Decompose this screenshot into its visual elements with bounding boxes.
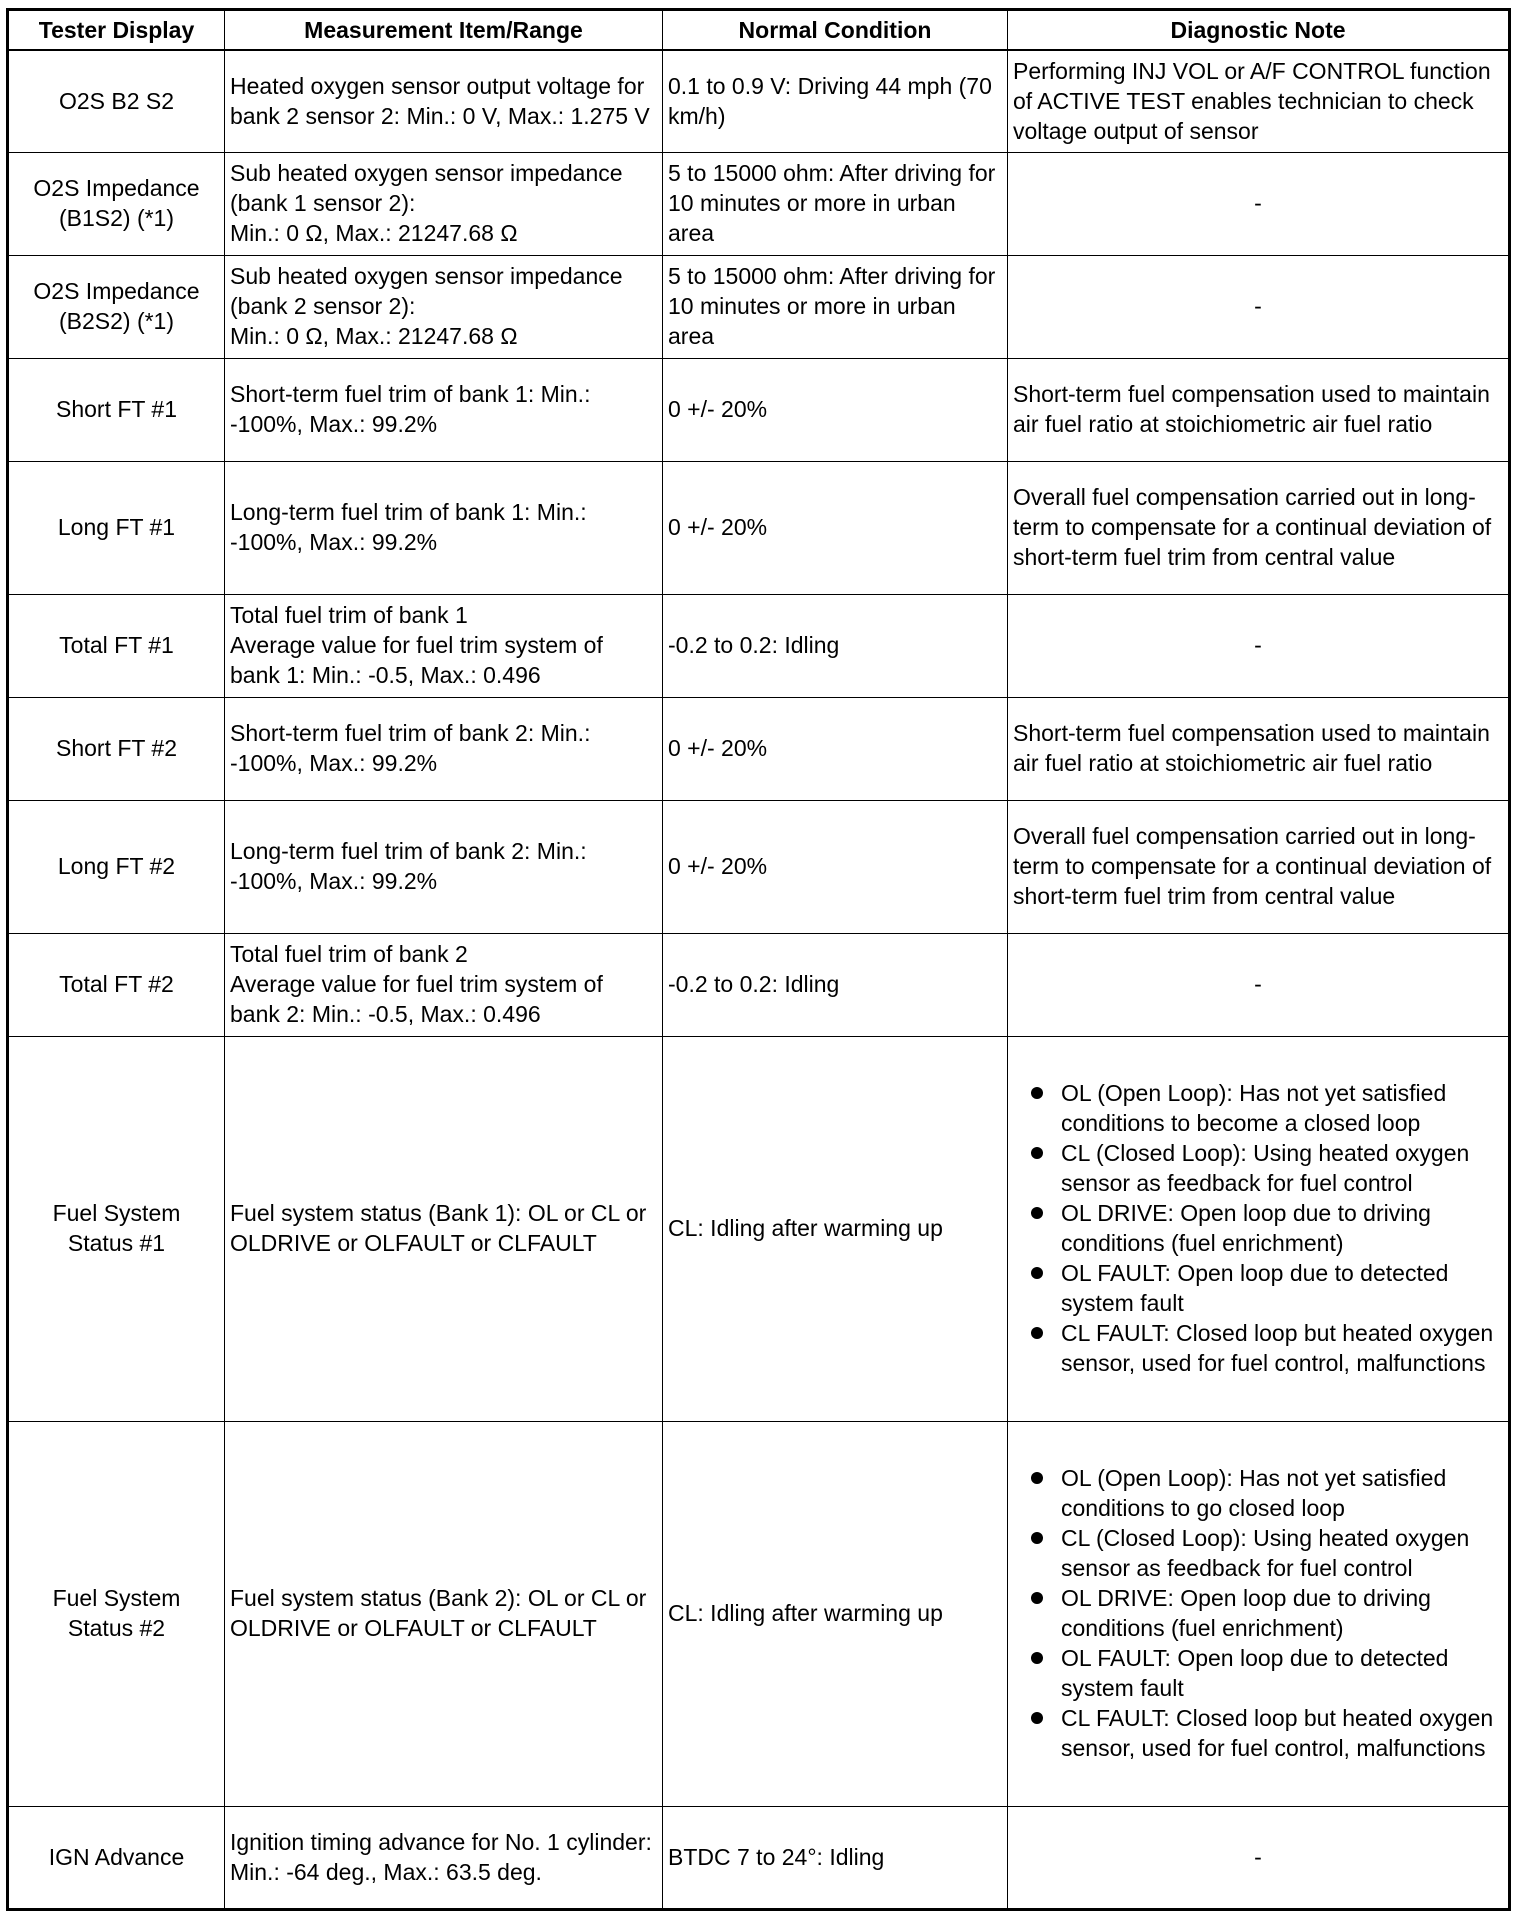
measurement-cell: Ignition timing advance for No. 1 cylinder: Min.: -64 deg., Max.: 63.5 deg.	[225, 1806, 663, 1909]
table-row	[8, 255, 1510, 358]
diagnostic-note-cell: Overall fuel compensation carried out in long-term to compensate for a continual deviation of short-term fuel trim from central value	[1008, 800, 1510, 933]
table-row	[8, 1421, 1510, 1806]
list-item: OL DRIVE: Open loop due to driving conditions (fuel enrichment)	[1013, 1198, 1503, 1258]
tester-display-cell: O2S Impedance (B1S2) (*1)	[8, 152, 225, 255]
table-row	[8, 1036, 1510, 1421]
list-item: OL DRIVE: Open loop due to driving conditions (fuel enrichment)	[1013, 1583, 1503, 1643]
status-bullet-list	[1013, 1463, 1503, 1763]
diagnostic-note-cell	[1008, 1421, 1510, 1806]
tester-display-cell: IGN Advance	[8, 1806, 225, 1909]
list-item: OL FAULT: Open loop due to detected system fault	[1013, 1643, 1503, 1703]
measurement-cell: Sub heated oxygen sensor impedance (bank 2 sensor 2): Min.: 0 Ω, Max.: 21247.68 Ω	[225, 255, 663, 358]
measurement-cell: Sub heated oxygen sensor impedance (bank 1 sensor 2): Min.: 0 Ω, Max.: 21247.68 Ω	[225, 152, 663, 255]
measurement-cell: Total fuel trim of bank 2 Average value for fuel trim system of bank 2: Min.: -0.5, Max.: 0.496	[225, 933, 663, 1036]
list-item: CL FAULT: Closed loop but heated oxygen sensor, used for fuel control, malfunctions	[1013, 1318, 1503, 1378]
table-row	[8, 358, 1510, 461]
normal-condition-cell: 0.1 to 0.9 V: Driving 44 mph (70 km/h)	[663, 50, 1008, 152]
header-normal-condition: Normal Condition	[663, 10, 1008, 51]
normal-condition-cell: 5 to 15000 ohm: After driving for 10 minutes or more in urban area	[663, 255, 1008, 358]
measurement-cell: Fuel system status (Bank 2): OL or CL or OLDRIVE or OLFAULT or CLFAULT	[225, 1421, 663, 1806]
tester-display-cell: O2S Impedance (B2S2) (*1)	[8, 255, 225, 358]
list-item: CL (Closed Loop): Using heated oxygen sensor as feedback for fuel control	[1013, 1138, 1503, 1198]
document-page	[6, 8, 1508, 1911]
header-diagnostic-note: Diagnostic Note	[1008, 10, 1510, 51]
header-measurement-item: Measurement Item/Range	[225, 10, 663, 51]
list-item: CL (Closed Loop): Using heated oxygen sensor as feedback for fuel control	[1013, 1523, 1503, 1583]
normal-condition-cell: 0 +/- 20%	[663, 461, 1008, 594]
list-item: OL FAULT: Open loop due to detected system fault	[1013, 1258, 1503, 1318]
diagnostic-note-cell: -	[1008, 933, 1510, 1036]
data-list-table	[6, 8, 1511, 1911]
diagnostic-note-cell: -	[1008, 594, 1510, 697]
diagnostic-note-cell: Performing INJ VOL or A/F CONTROL function of ACTIVE TEST enables technician to check voltage output of sensor	[1008, 50, 1510, 152]
header-tester-display: Tester Display	[8, 10, 225, 51]
table-row	[8, 461, 1510, 594]
measurement-cell: Total fuel trim of bank 1 Average value for fuel trim system of bank 1: Min.: -0.5, Max.: 0.496	[225, 594, 663, 697]
table-row	[8, 50, 1510, 152]
tester-display-cell: O2S B2 S2	[8, 50, 225, 152]
normal-condition-cell: 0 +/- 20%	[663, 800, 1008, 933]
diagnostic-note-cell: -	[1008, 152, 1510, 255]
normal-condition-cell: 0 +/- 20%	[663, 358, 1008, 461]
tester-display-cell: Short FT #2	[8, 697, 225, 800]
normal-condition-cell: CL: Idling after warming up	[663, 1421, 1008, 1806]
list-item: OL (Open Loop): Has not yet satisfied conditions to become a closed loop	[1013, 1078, 1503, 1138]
table-row	[8, 152, 1510, 255]
diagnostic-note-cell: -	[1008, 255, 1510, 358]
tester-display-cell: Total FT #1	[8, 594, 225, 697]
normal-condition-cell: -0.2 to 0.2: Idling	[663, 933, 1008, 1036]
diagnostic-note-cell: -	[1008, 1806, 1510, 1909]
measurement-cell: Long-term fuel trim of bank 2: Min.: -100%, Max.: 99.2%	[225, 800, 663, 933]
tester-display-cell: Fuel System Status #1	[8, 1036, 225, 1421]
normal-condition-cell: BTDC 7 to 24°: Idling	[663, 1806, 1008, 1909]
tester-display-cell: Total FT #2	[8, 933, 225, 1036]
tester-display-cell: Long FT #2	[8, 800, 225, 933]
measurement-cell: Heated oxygen sensor output voltage for bank 2 sensor 2: Min.: 0 V, Max.: 1.275 V	[225, 50, 663, 152]
normal-condition-cell: 5 to 15000 ohm: After driving for 10 minutes or more in urban area	[663, 152, 1008, 255]
table-row	[8, 697, 1510, 800]
tester-display-cell: Fuel System Status #2	[8, 1421, 225, 1806]
tester-display-cell: Long FT #1	[8, 461, 225, 594]
tester-display-cell: Short FT #1	[8, 358, 225, 461]
table-row	[8, 594, 1510, 697]
measurement-cell: Fuel system status (Bank 1): OL or CL or OLDRIVE or OLFAULT or CLFAULT	[225, 1036, 663, 1421]
measurement-cell: Short-term fuel trim of bank 1: Min.: -100%, Max.: 99.2%	[225, 358, 663, 461]
measurement-cell: Short-term fuel trim of bank 2: Min.: -100%, Max.: 99.2%	[225, 697, 663, 800]
normal-condition-cell: CL: Idling after warming up	[663, 1036, 1008, 1421]
status-bullet-list	[1013, 1078, 1503, 1378]
diagnostic-note-cell: Short-term fuel compensation used to maintain air fuel ratio at stoichiometric air fuel ratio	[1008, 697, 1510, 800]
table-row	[8, 933, 1510, 1036]
diagnostic-note-cell	[1008, 1036, 1510, 1421]
diagnostic-note-cell: Overall fuel compensation carried out in long-term to compensate for a continual deviation of short-term fuel trim from central value	[1008, 461, 1510, 594]
normal-condition-cell: -0.2 to 0.2: Idling	[663, 594, 1008, 697]
list-item: OL (Open Loop): Has not yet satisfied conditions to go closed loop	[1013, 1463, 1503, 1523]
diagnostic-note-cell: Short-term fuel compensation used to maintain air fuel ratio at stoichiometric air fuel ratio	[1008, 358, 1510, 461]
measurement-cell: Long-term fuel trim of bank 1: Min.: -100%, Max.: 99.2%	[225, 461, 663, 594]
table-header-row	[8, 10, 1510, 51]
normal-condition-cell: 0 +/- 20%	[663, 697, 1008, 800]
list-item: CL FAULT: Closed loop but heated oxygen sensor, used for fuel control, malfunctions	[1013, 1703, 1503, 1763]
table-row	[8, 800, 1510, 933]
table-row	[8, 1806, 1510, 1909]
